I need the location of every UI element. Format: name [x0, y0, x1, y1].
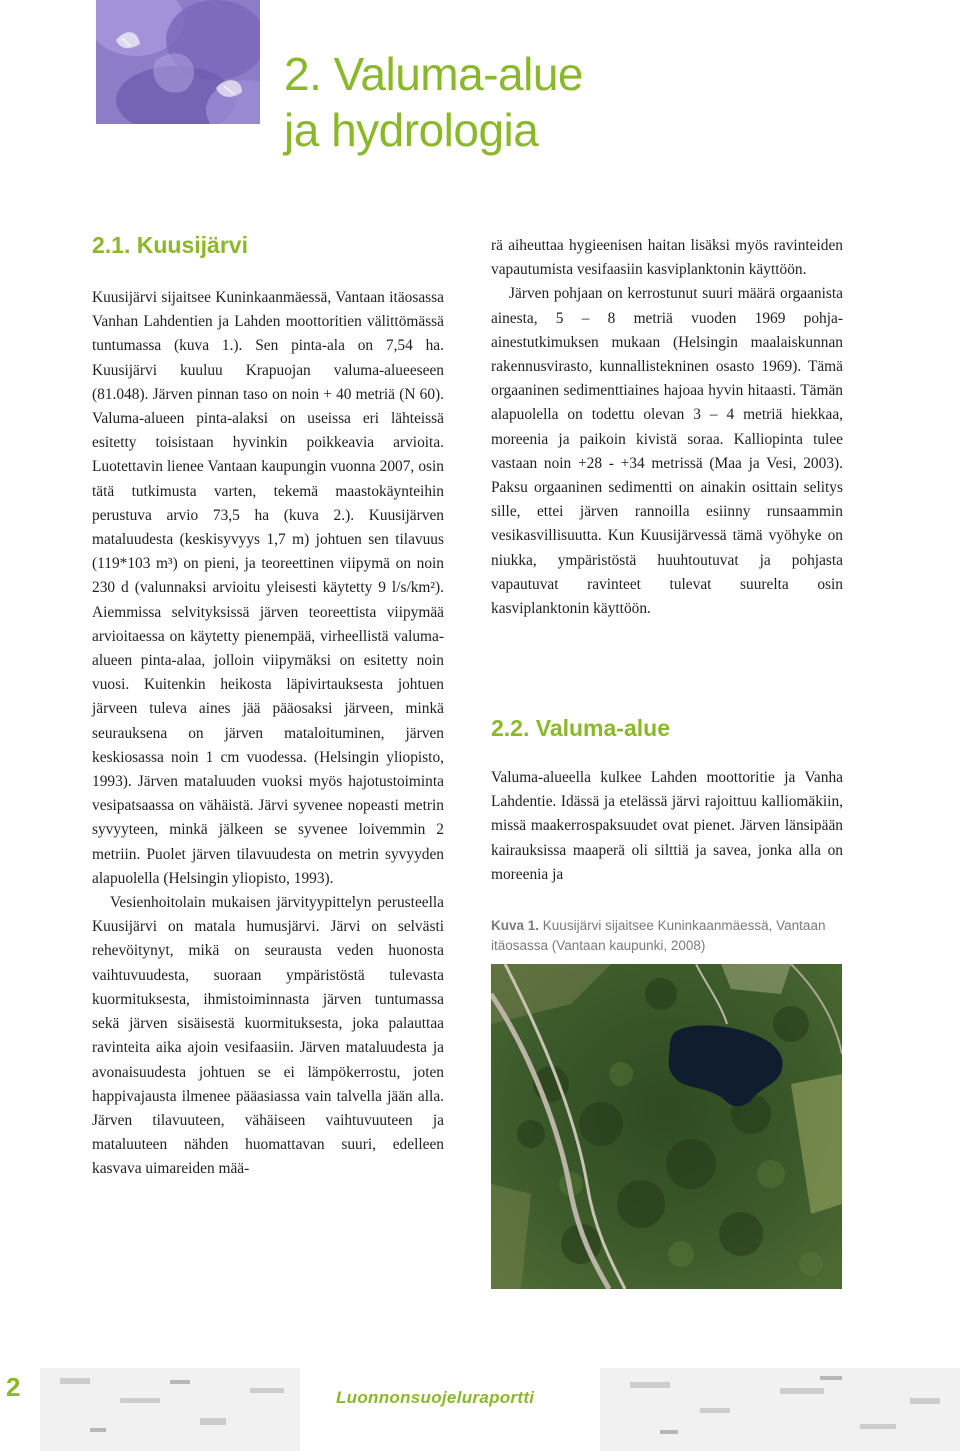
aerial-map-image: [491, 964, 842, 1289]
chapter-title-line2: ja hydrologia: [284, 104, 539, 156]
chapter-title-line1: 2. Valuma-alue: [284, 48, 583, 100]
paragraph: Vesienhoitolain mukaisen järvityypittelyn perusteella Kuusijärvi on matala humusjärvi. Järvi on selvästi rehevöitynyt, mikä on seurausta veden huonosta vaihtuvuudesta, suoraan ympäristöstä tulevasta kuormituksesta, ihmistoiminnasta järven tuntumassa sekä järven sisäisestä kuormituksesta, joka palauttaa ravinteita aika ajoin vesifaasiin. Järven mataluudesta ja avonaisuudesta johtuen se ei lämpökerrostu, joten happivajausta ilmenee pääasiassa vain talvella jään alla. Järven tilavuuteen, vähäiseen vaihtuvuuteen ja mataluuteen nähden huomattavan suuri, edelleen kasvava uimareiden mää-: [92, 894, 444, 1178]
section-heading-valuma-alue: 2.2. Valuma-alue: [491, 715, 670, 741]
section2-text: [491, 766, 843, 887]
chapter-title: [284, 46, 884, 158]
flower-illustration: [96, 0, 260, 124]
paragraph: rä aiheuttaa hygieenisen haitan lisäksi myös ravinteiden vapautumista vesifaasiin kasviplanktonin käyttöön.: [491, 237, 843, 279]
footer-decoration: [0, 1368, 960, 1451]
figure-caption: [491, 916, 851, 956]
page-number: 2: [6, 1372, 21, 1402]
figure-label: Kuva 1.: [491, 918, 540, 933]
section-heading-kuusijarvi: 2.1. Kuusijärvi: [92, 232, 248, 258]
violet-flower-photo: [96, 0, 260, 124]
left-column-text: [92, 286, 444, 1182]
aerial-photo: [491, 964, 842, 1289]
figure-caption-text: Kuusijärvi sijaitsee Kuninkaanmäessä, Vantaan itäosassa (Vantaan kaupunki, 2008): [491, 918, 826, 953]
footer-birch-band: [0, 1368, 960, 1451]
paragraph: Valuma-alueella kulkee Lahden moottoritie ja Vanha Lahdentie. Idässä ja etelässä järvi rajoittuu kalliomäkiin, missä maakerrospaksuudet ovat pienet. Järven länsipään kairauksissa maaperä oli silttiä ja savea, jonka alla on moreenia ja: [491, 769, 843, 883]
right-column-text: [491, 234, 843, 621]
paragraph: Kuusijärvi sijaitsee Kuninkaanmäessä, Vantaan itäosassa Vanhan Lahdentien ja Lahden moottoritien välittömässä tuntumassa (kuva 1.). Sen pinta-ala on 7,54 ha. Kuusijärvi kuuluu Krapuojan valuma-alueeseen (81.048). Järven pinnan taso on noin + 40 metriä (N 60). Valuma-alueen pinta-alaksi on useissa eri lähteissä esitetty toisistaan hyvinkin poikkeavia arvioita. Luotettavin lienee Vantaan kaupungin vuonna 2007, osin tätä tutkimusta varten, tekemä maastokäynteihin perustuva arvio 73,5 ha (kuva 2.). Kuusijärven mataluudesta (keskisyvyys 1,7 m) johtuen sen tilavuus (119*103 m³) on pieni, ja teoreettinen viipymä on noin 230 d (valunnaksi arvioitu yleisesti käytetty 9 l/s/km²). Aiemmissa selvityksissä järven teoreettista viipymää arvioitaessa on käytetty pienempää, virheellistä valuma-alueen pinta-alaa, jolloin viipymäksi on esitetty noin vuosi. Kuitenkin heikosta läpivirtauksesta johtuen järveen tuleva aines jää pääosaksi järveen, minkä seurauksena on järven mataloituminen, järven keskiosassa noin 1 cm vuodessa. (Helsingin yliopisto, 1993). Järven mataluuden vuoksi myös hajotustoiminta vesipatsaassa on vähäistä. Järvi syvenee nopeasti metrin syvyyteen, minkä jälkeen se syvenee loivemmin 2 metriin. Puolet järven tilavuudesta on metrin syvyyden alapuolella (Helsingin yliopisto, 1993).: [92, 289, 444, 887]
paragraph: Järven pohjaan on kerrostunut suuri määrä orgaanista ainesta, 5 – 8 metriä vuoden 1969 pohja-ainestutkimuksen mukaan (Helsingin maalaiskunnan rakennusvirasto, kunnallistekninen osasto 1969). Tämä orgaaninen sedimenttiaines hajoaa hyvin hitaasti. Tämän alapuolella on todettu olevan 3 – 4 metriä hiekkaa, moreenia ja paikoin kivistä soraa. Kalliopinta tulee vastaan noin +28 - +34 metrissä (Maa ja Vesi, 2003). Paksu orgaaninen sedimentti on ainakin osittain selitys sille, ettei järven rannoilla esiinny runsaammin vesikasvillisuutta. Kun Kuusijärvessä tämä vyöhyke on niukka, ympäristöstä huuhtoutuvat ja pohjasta vapautuvat ravinteet tulevat suurelta osin kasviplanktonin käyttöön.: [491, 285, 843, 618]
publication-name: Luonnonsuojeluraportti: [336, 1388, 535, 1407]
